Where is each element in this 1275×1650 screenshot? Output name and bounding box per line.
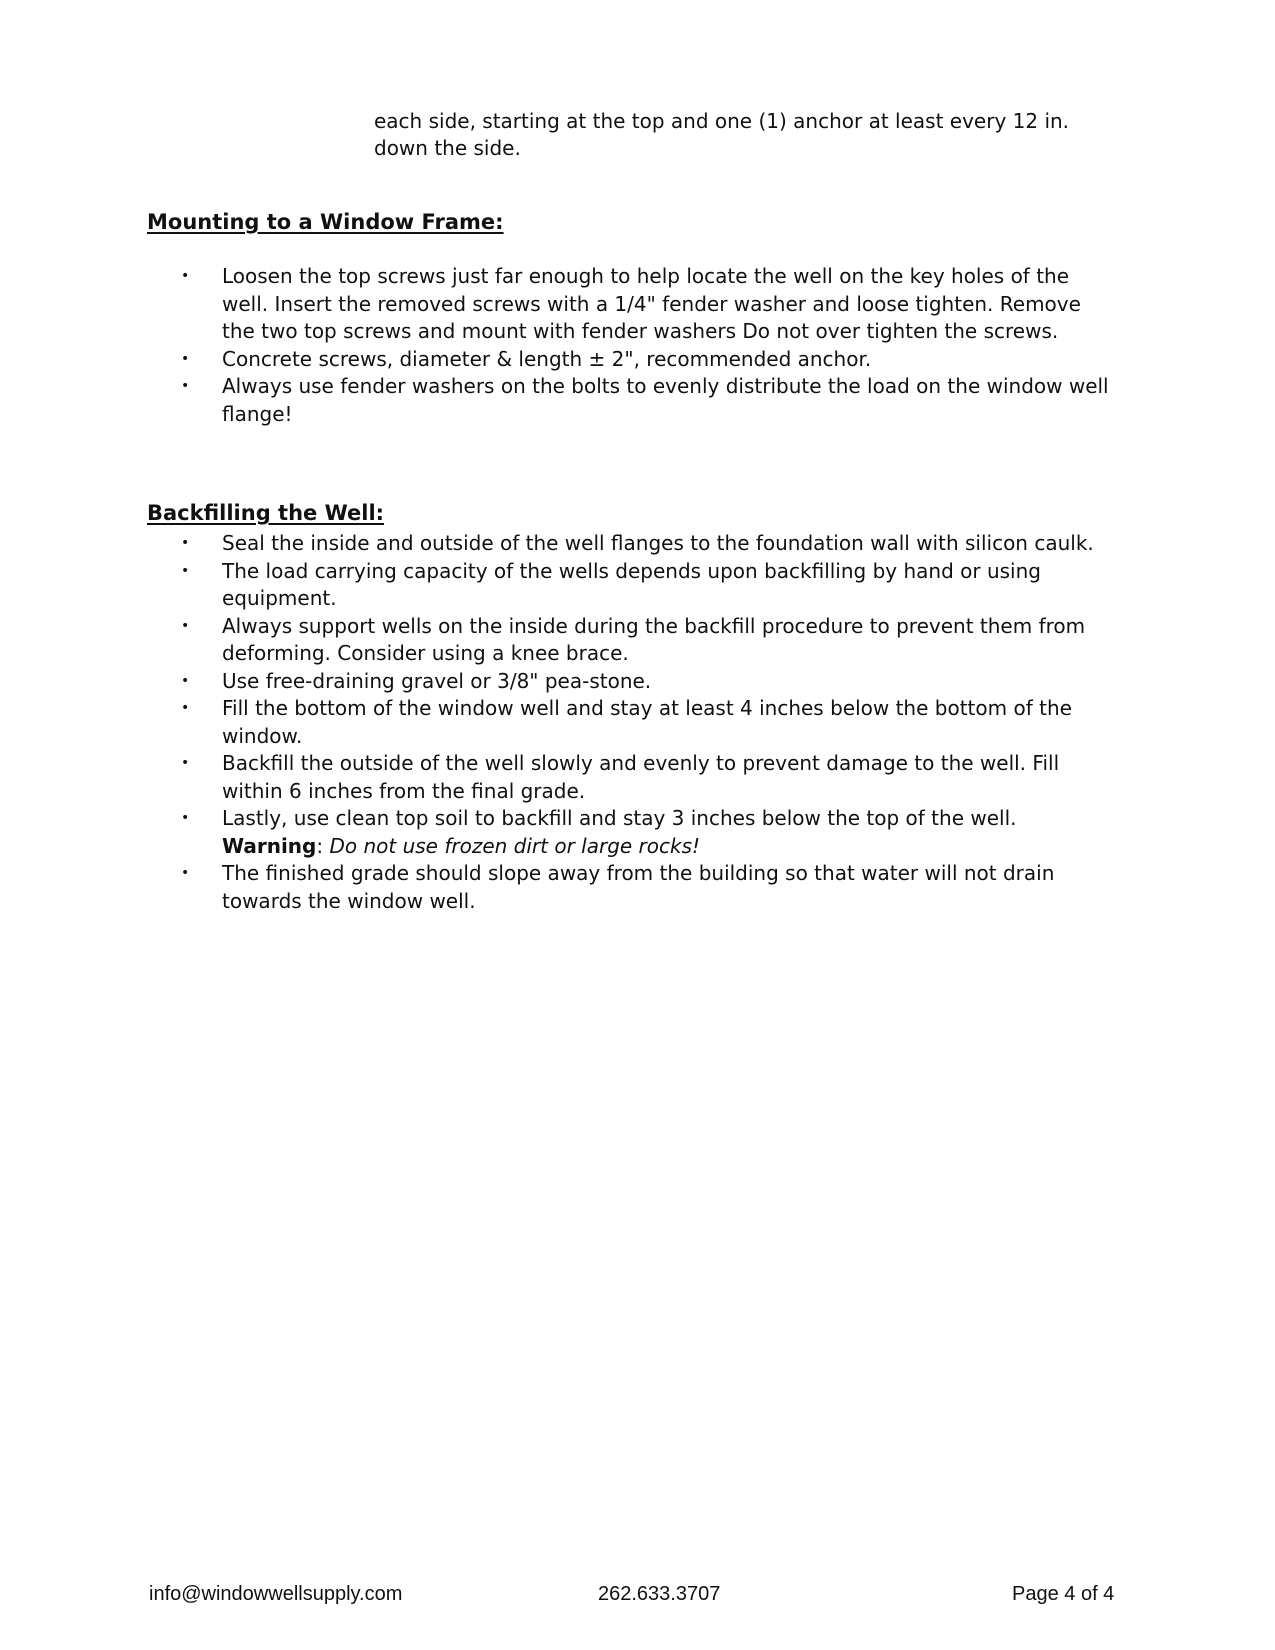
bullet-icon: •: [181, 865, 190, 881]
backfilling-list: [0, 530, 1275, 915]
list-item: [0, 558, 1275, 613]
list-item-text: Fill the bottom of the window well and stay at least 4 inches below the bottom of the window.: [222, 696, 1072, 748]
list-item: [0, 750, 1275, 805]
bullet-icon: •: [181, 535, 190, 551]
list-item-text: Loosen the top screws just far enough to help locate the well on the key holes of the well. Insert the removed screws with a 1/4" fender washer and loose tighten. Remove the two top screws and mount with fender washers Do not over tighten the screws.: [222, 264, 1081, 343]
list-item: [0, 695, 1275, 750]
bullet-icon: •: [181, 700, 190, 716]
list-item: [0, 860, 1275, 915]
list-item-text: The load carrying capacity of the wells depends upon backfilling by hand or using equipment.: [222, 558, 1041, 610]
continuation-text: each side, starting at the top and one (1) anchor at least every 12 in. down the side.: [374, 109, 1070, 160]
footer-phone: 262.633.3707: [598, 1583, 721, 1605]
bullet-icon: •: [181, 672, 190, 689]
footer-email: info@windowwellsupply.com: [149, 1583, 403, 1605]
list-item-text: Use free-draining gravel or 3/8" pea-stone.: [222, 668, 652, 693]
mounting-list: [0, 263, 1275, 428]
bullet-icon: •: [181, 617, 190, 634]
list-item: [0, 373, 1275, 428]
list-item-text: Always support wells on the inside during the backfill procedure to prevent them from deforming. Consider using a knee brace.: [222, 613, 1086, 665]
list-item-text: Backfill the outside of the well slowly and evenly to prevent damage to the well. Fill within 6 inches from the final grade.: [222, 751, 1060, 803]
list-item: [0, 668, 1275, 696]
list-item-text: Lastly, use clean top soil to backfill and stay 3 inches below the top of the well.: [222, 806, 1017, 830]
list-item-text: The finished grade should slope away from the building so that water will not drain towards the window well.: [222, 861, 1055, 913]
list-item: [0, 805, 1275, 860]
list-item: [0, 263, 1275, 346]
bullet-icon: •: [181, 350, 190, 367]
bullet-icon: •: [181, 562, 190, 579]
section-heading-backfilling: Backfilling the Well:: [147, 501, 385, 525]
bullet-icon: •: [181, 378, 190, 394]
list-item-text: Concrete screws, diameter & length ± 2", recommended anchor.: [222, 346, 872, 371]
list-item-text: Seal the inside and outside of the well flanges to the foundation wall with silicon caulk.: [222, 531, 1094, 555]
bullet-icon: •: [181, 755, 190, 771]
footer-page-number: Page 4 of 4: [1012, 1583, 1115, 1605]
warning-text: Do not use frozen dirt or large rocks!: [329, 833, 701, 858]
list-item: [0, 346, 1275, 374]
bullet-icon: •: [181, 810, 190, 826]
section-heading-mounting: Mounting to a Window Frame:: [147, 210, 504, 234]
bullet-icon: •: [181, 268, 190, 284]
list-item: [0, 530, 1275, 558]
list-item: [0, 613, 1275, 668]
warning-label: Warning: [222, 833, 317, 858]
list-item-text: Always use fender washers on the bolts to evenly distribute the load on the window well flange!: [222, 374, 1109, 426]
warning-separator: :: [316, 833, 330, 858]
